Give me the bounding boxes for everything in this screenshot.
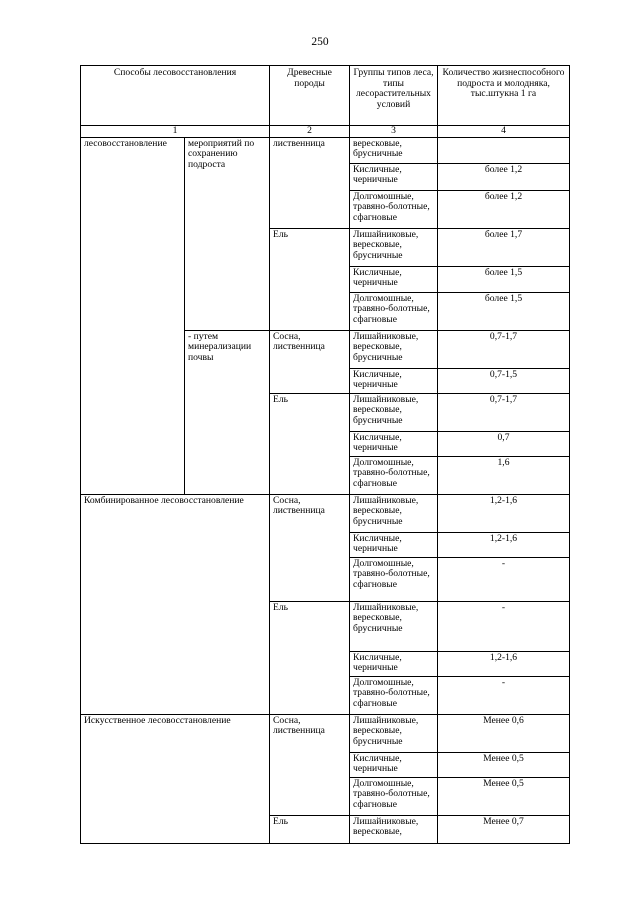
col-number-4: 4 [438, 126, 570, 138]
quantity-cell: более 1,7 [438, 228, 570, 266]
col-number-3: 3 [350, 126, 438, 138]
quantity-cell: - [438, 557, 570, 601]
forest-type: Долгомошные, травяно-болотные, сфагновые [350, 676, 438, 714]
method-natural: лесовосстановление [81, 137, 185, 494]
forest-type: Кисличные, черничные [350, 431, 438, 456]
quantity-cell [438, 137, 570, 163]
quantity-cell: - [438, 601, 570, 651]
forest-type: Кисличные, черничные [350, 368, 438, 393]
forest-type: Кисличные, черничные [350, 163, 438, 190]
quantity-cell: Менее 0,5 [438, 777, 570, 815]
forest-type: Лишайниковые, вересковые, брусничные [350, 714, 438, 752]
quantity-cell: 0,7-1,7 [438, 330, 570, 368]
method-artificial: Искусственное лесовосстановление [81, 714, 270, 843]
quantity-cell: более 1,2 [438, 190, 570, 228]
quantity-cell: 1,2-1,6 [438, 532, 570, 557]
sub-method-preservation: мероприятий по сохранению подроста [185, 137, 270, 330]
forest-type: Долгомошные, травяно-болотные, сфагновые [350, 557, 438, 601]
forest-type: Лишайниковые, вересковые, брусничные [350, 601, 438, 651]
species-spruce: Ель [270, 815, 350, 843]
species-pine-larch: Сосна, лиственница [270, 494, 350, 601]
forest-type: вересковые, брусничные [350, 137, 438, 163]
species-larch: лиственница [270, 137, 350, 228]
forest-type: Долгомошные, травяно-болотные, сфагновые [350, 292, 438, 330]
species-spruce: Ель [270, 601, 350, 714]
quantity-cell: 1,6 [438, 456, 570, 494]
quantity-cell: Менее 0,6 [438, 714, 570, 752]
col-number-1: 1 [81, 126, 270, 138]
forest-type: Лишайниковые, вересковые, брусничные [350, 494, 438, 532]
col-number-2: 2 [270, 126, 350, 138]
quantity-cell: 1,2-1,6 [438, 494, 570, 532]
quantity-cell: 1,2-1,6 [438, 651, 570, 676]
quantity-cell: 0,7-1,5 [438, 368, 570, 393]
forest-type: Кисличные, черничные [350, 266, 438, 292]
quantity-cell: Менее 0,5 [438, 752, 570, 777]
page-number: 250 [311, 36, 329, 48]
forest-type: Долгомошные, травяно-болотные, сфагновые [350, 456, 438, 494]
header-methods: Способы лесовосстановления [81, 66, 270, 126]
quantity-cell: 0,7 [438, 431, 570, 456]
forest-type: Кисличные, черничные [350, 651, 438, 676]
quantity-cell: 0,7-1,7 [438, 393, 570, 431]
header-forest-types: Группы типов леса, типы лесорастительных условий [350, 66, 438, 126]
forest-type: Лишайниковые, вересковые, брусничные [350, 393, 438, 431]
sub-method-mineralization: - путем минерализации почвы [185, 330, 270, 494]
quantity-cell: - [438, 676, 570, 714]
forest-type: Лишайниковые, вересковые, брусничные [350, 228, 438, 266]
quantity-cell: более 1,5 [438, 292, 570, 330]
reforestation-table [80, 65, 570, 844]
quantity-cell: более 1,2 [438, 163, 570, 190]
species-spruce: Ель [270, 393, 350, 494]
quantity-cell: более 1,5 [438, 266, 570, 292]
forest-type: Лишайниковые, вересковые, брусничные [350, 330, 438, 368]
method-combined: Комбинированное лесовосстановление [81, 494, 270, 714]
forest-type: Лишайниковые, вересковые, [350, 815, 438, 843]
quantity-cell: Менее 0,7 [438, 815, 570, 843]
species-pine-larch: Сосна, лиственница [270, 330, 350, 393]
forest-type: Долгомошные, травяно-болотные, сфагновые [350, 777, 438, 815]
species-pine-larch: Сосна, лиственница [270, 714, 350, 815]
header-quantity: Количество жизнеспособного подроста и молодняка, тыс.штукна 1 га [438, 66, 570, 126]
forest-type: Долгомошные, травяно-болотные, сфагновые [350, 190, 438, 228]
header-species: Древесные породы [270, 66, 350, 126]
species-spruce: Ель [270, 228, 350, 330]
forest-type: Кисличные, черничные [350, 752, 438, 777]
forest-type: Кисличные, черничные [350, 532, 438, 557]
